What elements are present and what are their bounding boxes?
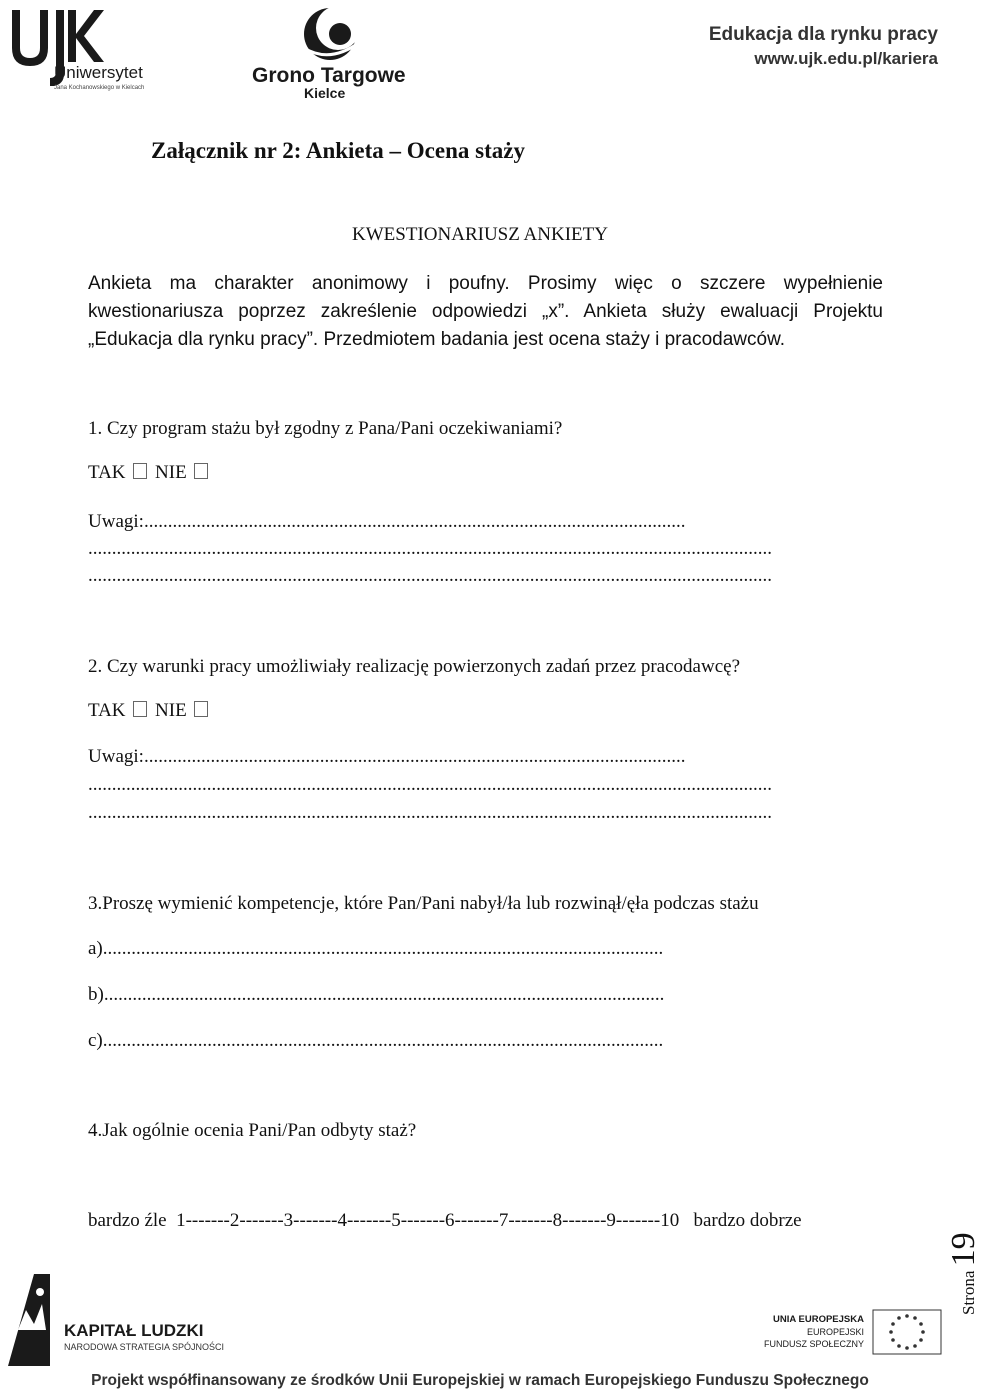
questionnaire-heading: KWESTIONARIUSZ ANKIETY (352, 224, 608, 245)
remarks-label: Uwagi: (88, 511, 144, 532)
answer-options-2 (88, 700, 211, 722)
question-4: 4.Jak ogólnie ocenia Pani/Pan odbyty staż? (88, 1120, 417, 1141)
ujk-logo (6, 4, 166, 92)
remarks-label: Uwagi: (88, 746, 144, 767)
tak-checkbox-2[interactable] (133, 701, 147, 717)
kl-title: KAPITAŁ LUDZKI (64, 1321, 204, 1340)
tak-checkbox-1[interactable] (133, 463, 147, 479)
competence-c[interactable]: c)...................................................................................................................... (88, 1030, 664, 1051)
intro-text-end: Przedmiotem badania jest ocena staży i pracodawców. (323, 329, 786, 350)
competence-a[interactable]: a)...................................................................................................................... (88, 938, 664, 959)
header-project-title: Edukacja dla rynku pracy (708, 24, 938, 45)
document-title: Załącznik nr 2: Ankieta – Ocena staży (151, 138, 525, 163)
kl-subtitle: NARODOWA STRATEGIA SPÓJNOŚCI (64, 1342, 225, 1352)
nie-label: NIE (155, 462, 187, 483)
page-number: 19 (945, 1232, 982, 1267)
answer-options-1 (88, 462, 211, 484)
question-2: 2. Czy warunki pracy umożliwiały realizację powierzonych zadań przez pracodawcę? (88, 656, 741, 677)
footer-funding-note: Projekt współfinansowany ze środków Unii Europejskiej w ramach Europejskiego Funduszu Społecznego (91, 1372, 869, 1389)
nie-checkbox-1[interactable] (194, 463, 208, 479)
grono-logo-name: Grono Targowe (252, 64, 406, 87)
question-3: 3.Proszę wymienić kompetencje, które Pan/Pani nabył/ła lub rozwinął/ęła podczas stażu (88, 893, 759, 914)
page-label: Strona (959, 1270, 978, 1315)
tak-label: TAK (88, 462, 126, 483)
ujk-logo-sub: Jana Kochanowskiego w Kielcach (54, 85, 145, 91)
rating-scale[interactable]: bardzo źle 1-------2-------3-------4-------5-------6-------7-------8-------9-------10 bardzo dobrze (88, 1210, 802, 1231)
option-b-label: b) (88, 984, 104, 1005)
header-project-url: www.ujk.edu.pl/kariera (754, 49, 938, 68)
kapital-ludzki-logo (4, 1270, 234, 1370)
remarks-line-1b[interactable]: ................................................................................................................................................ (88, 538, 772, 559)
remarks-line-1c[interactable]: ................................................................................................................................................ (88, 565, 772, 586)
remarks-line-1a[interactable]: Uwagi:.................................................................................................................. (88, 511, 686, 532)
intro-paragraph (88, 270, 883, 354)
eu-text-1: UNIA EUROPEJSKA (773, 1314, 864, 1325)
header-project-info (709, 24, 938, 69)
remarks-line-2a[interactable]: Uwagi:.................................................................................................................. (88, 746, 686, 767)
remarks-line-2b[interactable]: ................................................................................................................................................ (88, 774, 772, 795)
grono-targowe-logo (252, 4, 412, 100)
eu-text-2: EUROPEJSKI (806, 1327, 864, 1337)
remarks-line-2c[interactable]: ................................................................................................................................................ (88, 802, 772, 823)
page-number-label (925, 1205, 982, 1315)
nie-label: NIE (155, 700, 187, 721)
nie-checkbox-2[interactable] (194, 701, 208, 717)
tak-label: TAK (88, 700, 126, 721)
eu-text-3: FUNDUSZ SPOŁECZNY (763, 1339, 864, 1349)
option-a-label: a) (88, 938, 103, 959)
option-c-label: c) (88, 1030, 103, 1051)
question-1: 1. Czy program stażu był zgodny z Pana/Pani oczekiwaniami? (88, 418, 563, 439)
ujk-logo-text: Uniwersytet (54, 63, 143, 82)
intro-text: Ankieta ma charakter anonimowy i poufny. Prosimy więc o szczere wypełnienie kwestionariusza poprzez zakreślenie odpowiedzi „x”. Ankieta służy ewaluacji Projektu „Edukacja dla rynku pracy”. (88, 273, 883, 350)
eu-logo (763, 1308, 945, 1358)
competence-b[interactable]: b)...................................................................................................................... (88, 984, 665, 1005)
grono-logo-city: Kielce (304, 85, 346, 101)
